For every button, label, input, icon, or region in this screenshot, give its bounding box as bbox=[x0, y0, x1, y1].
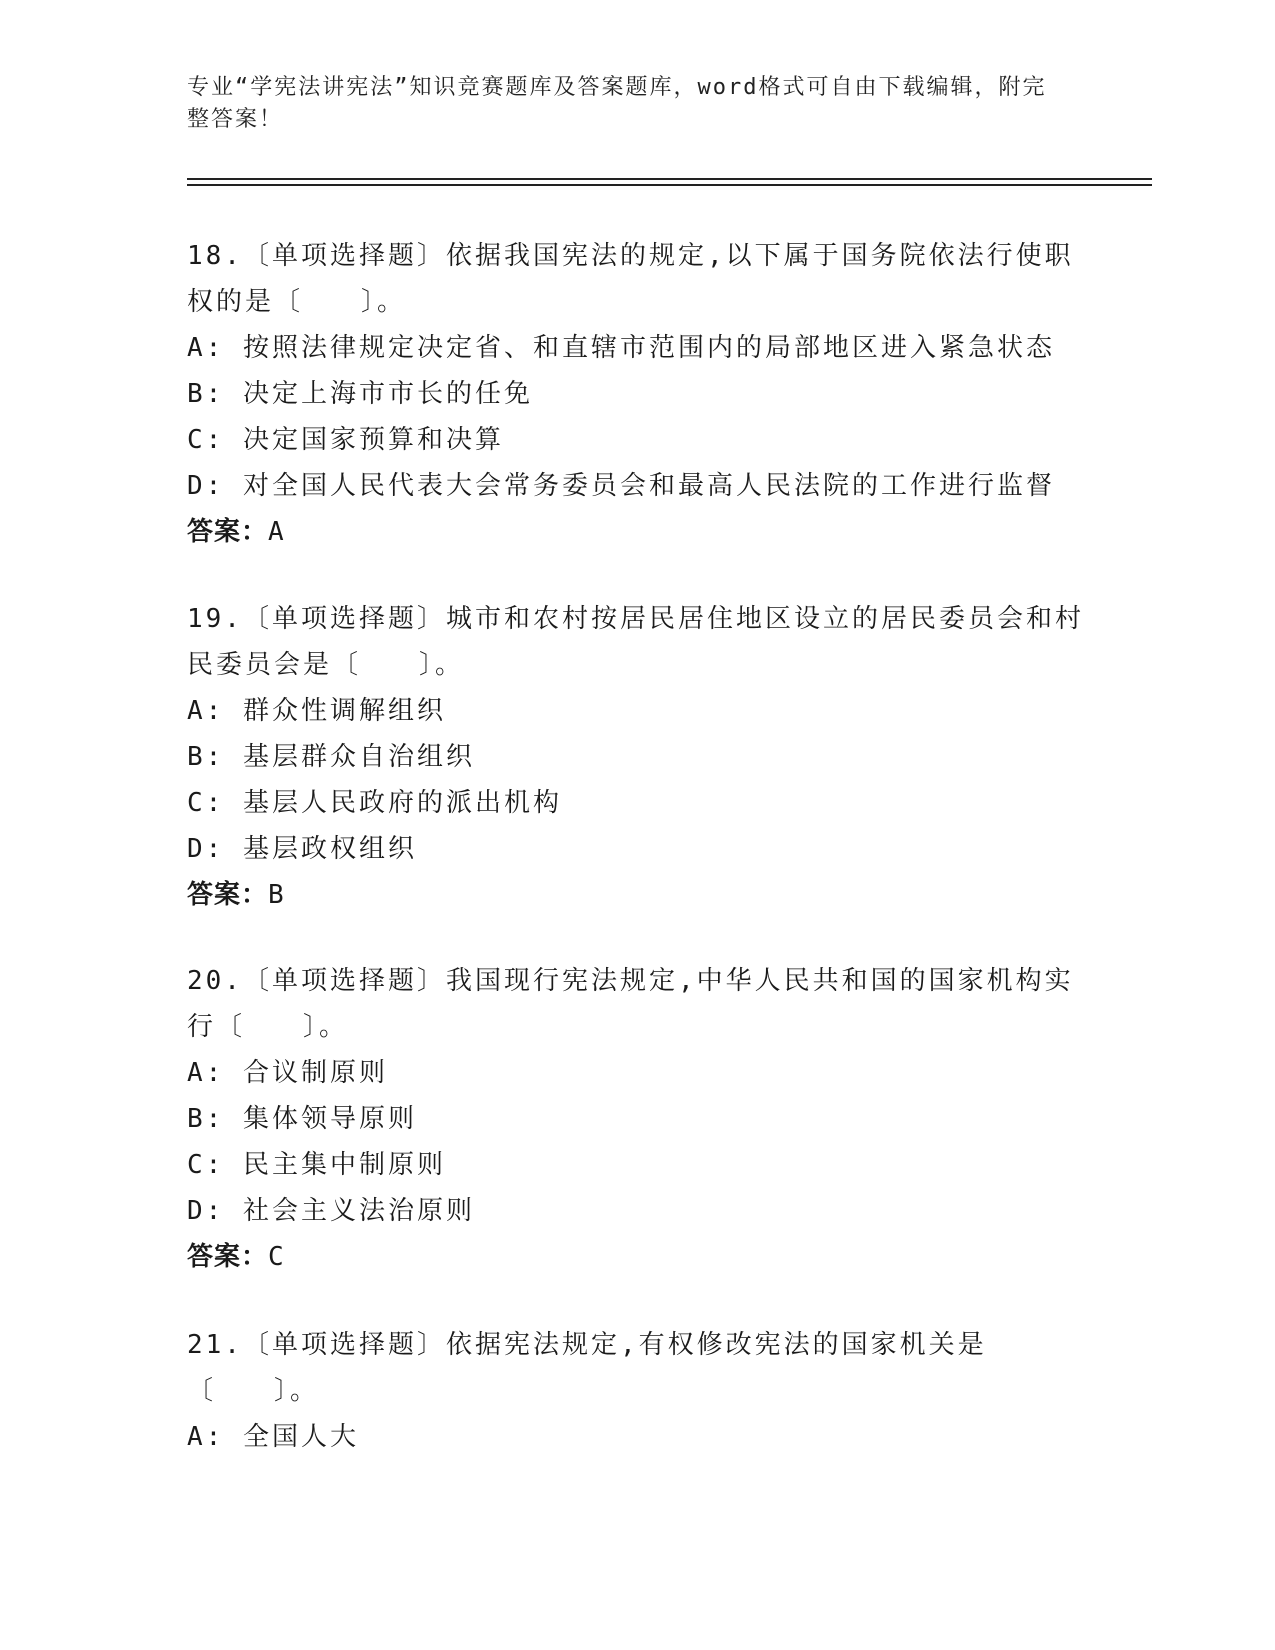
answer-value: C bbox=[268, 1242, 285, 1272]
option-c bbox=[187, 780, 1087, 826]
option-text: 决定上海市市长的任免 bbox=[242, 379, 533, 409]
answer-value: A bbox=[268, 517, 285, 547]
question-stem: 18.〔单项选择题〕依据我国宪法的规定,以下属于国务院依法行使职权的是〔 〕。 bbox=[187, 241, 1074, 317]
option-c bbox=[187, 417, 1087, 463]
option-a bbox=[187, 325, 1087, 371]
option-letter: B: bbox=[187, 379, 225, 409]
header-divider-top bbox=[187, 178, 1152, 180]
question-stem: 19.〔单项选择题〕城市和农村按居民居住地区设立的居民委员会和村民委员会是〔 〕。 bbox=[187, 604, 1084, 680]
option-d bbox=[187, 826, 1087, 872]
question-21 bbox=[187, 1322, 1087, 1460]
question-20 bbox=[187, 958, 1087, 1280]
answer-label: 答案： bbox=[187, 880, 269, 910]
option-b bbox=[187, 1096, 1087, 1142]
option-d bbox=[187, 463, 1087, 509]
option-letter: C: bbox=[187, 425, 225, 455]
answer-line bbox=[187, 509, 1087, 555]
answer-value: B bbox=[268, 880, 285, 910]
option-text: 全国人大 bbox=[242, 1422, 359, 1452]
option-b bbox=[187, 734, 1087, 780]
answer-line bbox=[187, 872, 1087, 918]
option-text: 基层政权组织 bbox=[242, 834, 417, 864]
question-stem: 21.〔单项选择题〕依据宪法规定,有权修改宪法的国家机关是〔 〕。 bbox=[187, 1330, 987, 1406]
option-letter: B: bbox=[187, 742, 225, 772]
answer-label: 答案： bbox=[187, 517, 269, 547]
option-a bbox=[187, 688, 1087, 734]
question-18 bbox=[187, 233, 1087, 555]
option-text: 合议制原则 bbox=[242, 1058, 388, 1088]
option-text: 社会主义法治原则 bbox=[242, 1196, 475, 1226]
option-c bbox=[187, 1142, 1087, 1188]
option-letter: D: bbox=[187, 1196, 225, 1226]
option-text: 按照法律规定决定省、和直辖市范围内的局部地区进入紧急状态 bbox=[242, 333, 1055, 363]
option-text: 决定国家预算和决算 bbox=[242, 425, 504, 455]
option-text: 集体领导原则 bbox=[242, 1104, 417, 1134]
option-text: 对全国人民代表大会常务委员会和最高人民法院的工作进行监督 bbox=[242, 471, 1055, 501]
option-a bbox=[187, 1414, 1087, 1460]
answer-label: 答案： bbox=[187, 1242, 269, 1272]
option-text: 民主集中制原则 bbox=[242, 1150, 446, 1180]
question-stem: 20.〔单项选择题〕我国现行宪法规定,中华人民共和国的国家机构实行〔 〕。 bbox=[187, 966, 1074, 1042]
option-b bbox=[187, 371, 1087, 417]
option-a bbox=[187, 1050, 1087, 1096]
option-d bbox=[187, 1188, 1087, 1234]
document-header: 专业“学宪法讲宪法”知识竞赛题库及答案题库，word格式可自由下载编辑，附完整答案！ bbox=[187, 75, 1047, 132]
option-letter: D: bbox=[187, 834, 225, 864]
option-letter: B: bbox=[187, 1104, 225, 1134]
option-letter: A: bbox=[187, 1058, 225, 1088]
option-letter: C: bbox=[187, 788, 225, 818]
option-text: 群众性调解组织 bbox=[242, 696, 446, 726]
option-letter: A: bbox=[187, 333, 225, 363]
option-letter: D: bbox=[187, 471, 225, 501]
answer-line bbox=[187, 1234, 1087, 1280]
option-letter: A: bbox=[187, 1422, 225, 1452]
option-letter: A: bbox=[187, 696, 225, 726]
header-divider-bottom bbox=[187, 184, 1152, 186]
option-text: 基层人民政府的派出机构 bbox=[242, 788, 562, 818]
option-letter: C: bbox=[187, 1150, 225, 1180]
option-text: 基层群众自治组织 bbox=[242, 742, 475, 772]
question-19 bbox=[187, 596, 1087, 918]
